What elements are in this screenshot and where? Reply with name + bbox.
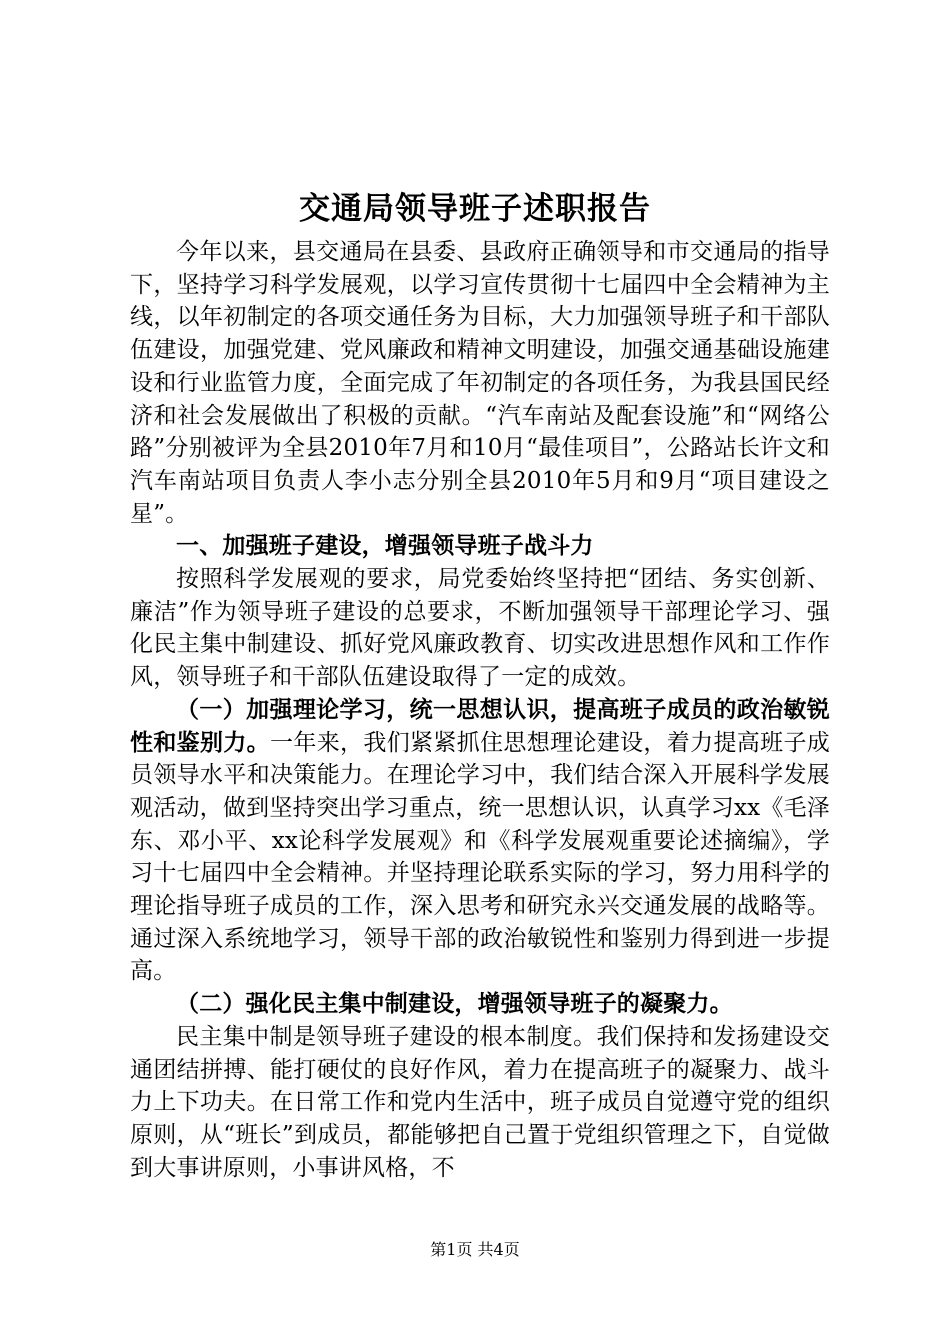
intro-paragraph: 今年以来，县交通局在县委、县政府正确领导和市交通局的指导下，坚持学习科学发展观，以学习宣传贯彻十七届四中全会精神为主线，以年初制定的各项交通任务为目标，大力加强领导班子和干部队伍建设，加强党建、党风廉政和精神文明建设，加强交通基础设施建设和行业监管力度，全面完成了年初制定的各项任务，为我县国民经济和社会发展做出了积极的贡献。“汽车南站及配套设施”和“网络公路”分别被评为全县2010年7月和10月“最佳项目”，公路站长许文和汽车南站项目负责人李小志分别全县2010年5月和9月“项目建设之星”。 xyxy=(130,239,830,527)
subsection-2-paragraph: 民主集中制是领导班子建设的根本制度。我们保持和发扬建设交通团结拼搏、能打硬仗的良好作风，着力在提高班子的凝聚力、战斗力上下功夫。在日常工作和党内生活中，班子成员自觉遵守党的组织原则，从“班长”到成员，都能够把自己置于党组织管理之下，自觉做到大事讲原则，小事讲风格，不 xyxy=(130,1023,830,1181)
document-body xyxy=(130,236,830,1184)
subsection-heading-2: （二）强化民主集中制建设，增强领导班子的凝聚力。 xyxy=(176,991,733,1018)
section-1-paragraph: 按照科学发展观的要求，局党委始终坚持把“团结、务实创新、廉洁”作为领导班子建设的总要求，不断加强领导干部理论学习、强化民主集中制建设、抓好党风廉政教育、切实改进思想作风和工作作风，领导班子和干部队伍建设取得了一定的成效。 xyxy=(130,566,830,691)
subsection-heading-1: （一）加强理论学习，统一思想认识，提高班子成员的政治敏锐性和鉴别力。 xyxy=(130,696,830,756)
section-heading-1: 一、加强班子建设，增强领导班子战斗力 xyxy=(176,533,594,560)
page-footer: 第1页 共4页 xyxy=(430,1240,520,1259)
subsection-1-text: 一年来，我们紧紧抓住思想理论建设，着力提高班子成员领导水平和决策能力。在理论学习中，我们结合深入开展科学发展观活动，做到坚持突出学习重点，统一思想认识，认真学习xx《毛泽东、邓小平、xx论科学发展观》和《科学发展观重要论述摘编》，学习十七届四中全会精神。并坚持理论联系实际的学习，努力用科学的理论指导班子成员的工作，深入思考和研究永兴交通发展的战略等。通过深入系统地学习，领导干部的政治敏锐性和鉴别力得到进一步提高。 xyxy=(130,729,830,985)
document-title: 交通局领导班子述职报告 xyxy=(299,191,651,227)
subsection-1-paragraph xyxy=(130,694,830,988)
